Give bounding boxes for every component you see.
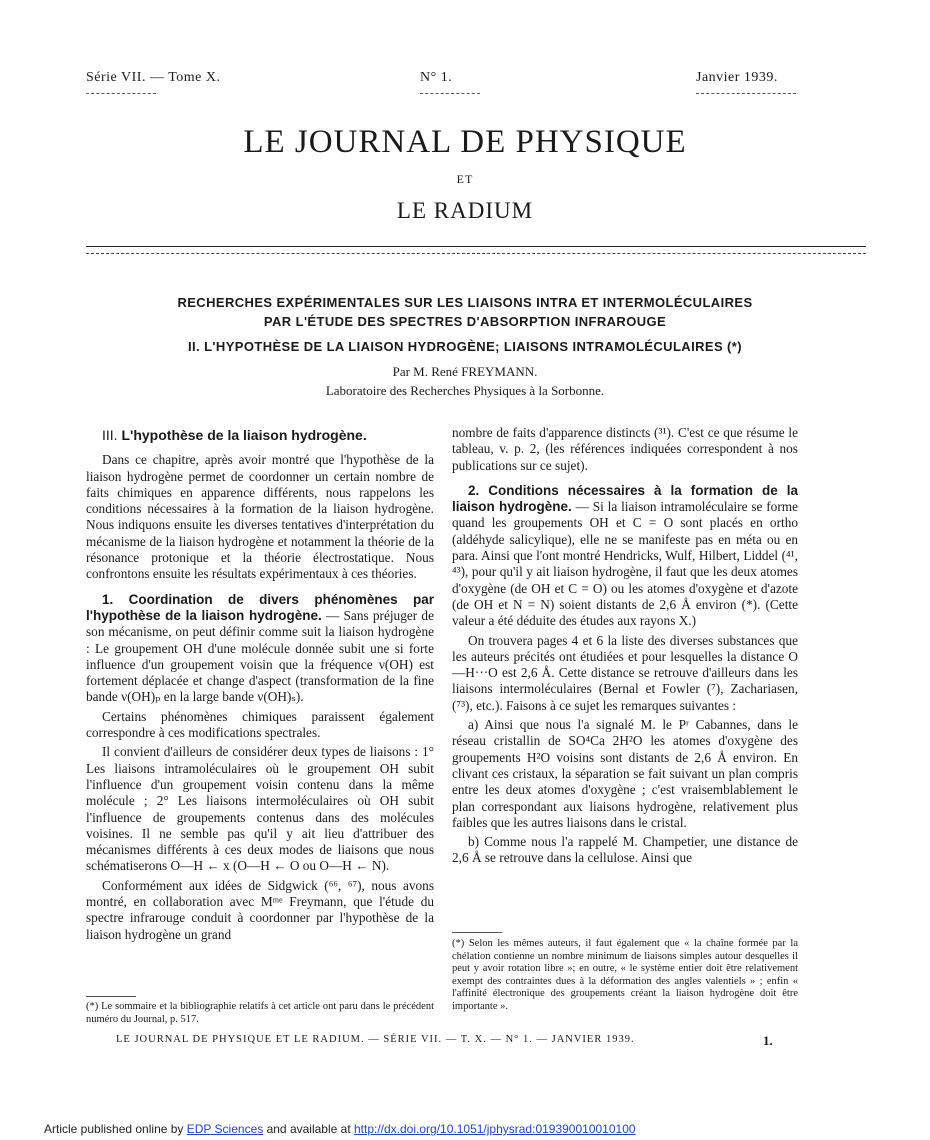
journal-title-et: ET bbox=[456, 172, 474, 186]
article-title-line-2: PAR L'ÉTUDE DES SPECTRES D'ABSORPTION INFRAROUGE bbox=[263, 314, 667, 329]
running-head-rule-left bbox=[86, 93, 156, 94]
title-rule-solid bbox=[86, 246, 866, 247]
right-column bbox=[452, 425, 798, 870]
paragraph-phenomena: Certains phénomènes chimiques paraissent également correspondre à ces modifications spectrales. bbox=[86, 708, 434, 741]
section-heading-number: III. bbox=[102, 427, 118, 443]
subsection-2-title: 2. Conditions nécessaires à la formation de la liaison hydrogène. bbox=[452, 482, 798, 515]
running-head-date: Janvier 1939. bbox=[696, 70, 778, 85]
running-head-rule-center bbox=[420, 93, 480, 94]
article-affiliation: Laboratoire des Recherches Physiques à la Sorbonne. bbox=[325, 383, 605, 398]
subsection-2 bbox=[452, 483, 798, 630]
running-head-series: Série VII. — Tome X. bbox=[86, 70, 221, 85]
paragraph-liaison-types: Il convient d'ailleurs de considérer deux types de liaisons : 1° Les liaisons intramoléculaires où le groupement OH subit l'influence d'un groupement voisin contenu dans la même molécule ; 2° Les liaisons intermoléculaires où OH subit l'influence de groupements contenus dans des molécules voisines. Il ne semble pas qu'il y ait lieu d'attribuer des mécanismes différents à ces deux modes de liaisons que nous schématiserons O—H ← x (O—H ← O ou O—H ← N). bbox=[86, 744, 434, 874]
running-head-number: N° 1. bbox=[420, 70, 453, 85]
publisher-link[interactable]: EDP Sciences bbox=[186, 1122, 264, 1136]
right-footnote-rule bbox=[452, 932, 502, 933]
left-footnote-rule bbox=[86, 996, 136, 997]
paragraph-intro: Dans ce chapitre, après avoir montré que l'hypothèse de la liaison hydrogène permet de coordonner un certain nombre de faits chimiques en apparence différents, nous rappelons les conditions nécessaires à la formation de la liaison hydrogène. Nous indiquons ensuite les diverses tentatives d'interprétation du mécanisme de la liaison hydrogène et notamment la théorie de la résonance protonique et la théorie électrostatique. Nous confrontons ensuite les résultats expérimentaux à ces théories. bbox=[86, 452, 434, 582]
section-heading-text: L'hypothèse de la liaison hydrogène. bbox=[121, 427, 367, 443]
subsection-1-title: 1. Coordination de divers phénomènes par l'hypothèse de la liaison hydrogène. bbox=[86, 591, 434, 623]
publication-prefix: Article published online by bbox=[44, 1122, 187, 1136]
running-head-rule-right bbox=[696, 93, 796, 94]
page-number: 1. bbox=[763, 1033, 773, 1048]
paragraph-substances: On trouvera pages 4 et 6 la liste des diverses substances que les auteurs précités ont étudiées et pour lesquelles la distance O—H···O est 2,6 Å. Cette distance se retrouve d'ailleurs dans les liaisons intermoléculaires (Bernal et Fowler (⁷), Zachariasen, (⁷³), etc.). Faisons à ce sujet les remarques suivantes : bbox=[452, 632, 798, 713]
paragraph-remark-a: a) Ainsi que nous l'a signalé M. le Pʳ Cabannes, dans le réseau cristallin de SO⁴Ca 2H²O les atomes d'oxygène des groupements H²O voisins sont distants de 2,6 Å environ. En clivant ces cristaux, la séparation se fait suivant un plan compris entre les deux atomes d'oxygène ; c'est vraisemblablement le plan correspondant aux liaisons hydrogène, relativement plus faibles que les autres liaisons dans le cristal. bbox=[452, 717, 798, 830]
section-heading bbox=[102, 427, 434, 443]
journal-title: LE JOURNAL DE PHYSIQUE bbox=[243, 124, 687, 160]
publication-middle: and available at bbox=[263, 1122, 354, 1136]
paragraph-continued: nombre de faits d'apparence distincts (³¹). C'est ce que résume le tableau, v. p. 2, (les références indiquées correspondent à nos publications sur ce sujet). bbox=[452, 425, 798, 473]
subsection-1-text: — Sans préjuger de son mécanisme, on peut définir comme suit la liaison hydrogène : Le groupement OH d'une molécule donnée subit une si forte influence d'un groupement voisin que la fréquence ν(OH) est fortement déplacée et change d'aspect (transformation de la fine bande ν(OH)ₚ en la large bande ν(OH)ₛ). bbox=[86, 607, 434, 705]
article-title-line-1: RECHERCHES EXPÉRIMENTALES SUR LES LIAISONS INTRA ET INTERMOLÉCULAIRES bbox=[177, 295, 753, 310]
doi-link[interactable]: http://dx.doi.org/10.1051/jphysrad:019390010010100 bbox=[353, 1122, 636, 1136]
article-title-line-3: II. L'HYPOTHÈSE DE LA LIAISON HYDROGÈNE; LIAISONS INTRAMOLÉCULAIRES (*) bbox=[188, 339, 742, 354]
publication-notice bbox=[44, 1122, 636, 1136]
paragraph-sidgwick: Conformément aux idées de Sidgwick (⁶⁶, ⁶⁷), nous avons montré, en collaboration avec Mᵐᵉ Freymann, que l'étude du spectre infrarouge conduit à coordonner par l'hypothèse de la liaison hydrogène un grand bbox=[86, 877, 434, 942]
left-column bbox=[86, 425, 434, 946]
journal-subtitle: LE RADIUM bbox=[396, 198, 534, 223]
subsection-1 bbox=[86, 592, 434, 706]
left-footnote: (*) Le sommaire et la bibliographie relatifs à cet article ont paru dans le précédent numéro du Journal, p. 517. bbox=[86, 1001, 434, 1025]
subsection-2-text: — Si la liaison intramoléculaire se forme quand les groupements OH et C = O sont placés en ortho (aldéhyde salicylique), elle ne se manifeste pas en méta ou en para. Ainsi que l'ont montré Hendricks, Wulf, Hilbert, Liddel (⁴¹, ⁴³), pour qu'il y ait liaison hydrogène, il faut que les deux atomes d'oxygène (de OH et C = O) ou les atomes d'oxygène et d'azote (de OH et N = N) soient distants de 2,6 Å environ (*). (Cette valeur a été déduite des études aux rayons X.) bbox=[452, 499, 798, 629]
right-footnote: (*) Selon les mêmes auteurs, il faut également que « la chaîne formée par la chélation contienne un nombre minimum de liaisons simples autour desquelles il peut y avoir rotation libre »; en outre, « le système entier doit être relativement exempt des contraintes dues à la déformation des angles valentiels » ; enfin « l'affinité électronique des groupements créant la liaison hydrogène doit être importante ». bbox=[452, 938, 798, 1012]
title-rule-dashed bbox=[86, 253, 866, 254]
page-footer: LE JOURNAL DE PHYSIQUE ET LE RADIUM. — SÉRIE VII. — T. X. — N° 1. — JANVIER 1939. bbox=[116, 1034, 635, 1045]
paragraph-remark-b: b) Comme nous l'a rappelé M. Champetier, une distance de 2,6 Å se retrouve dans la cellulose. Ainsi que bbox=[452, 834, 798, 866]
article-author: Par M. René FREYMANN. bbox=[392, 364, 538, 379]
